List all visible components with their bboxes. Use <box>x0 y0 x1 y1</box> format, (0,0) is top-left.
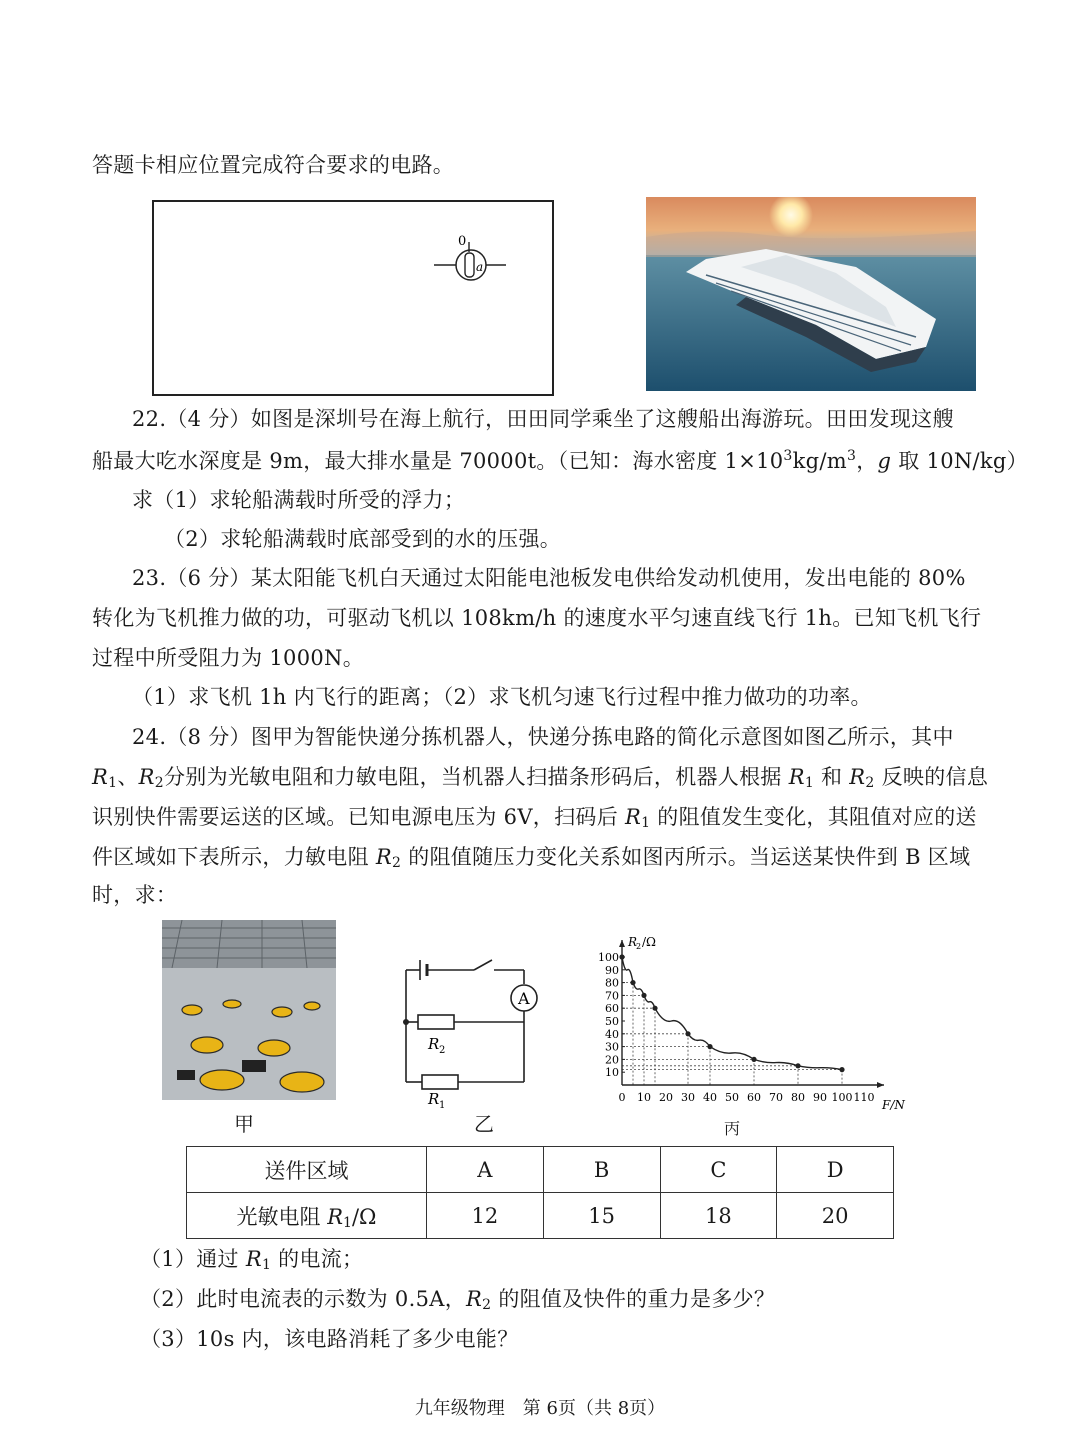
meter-symbol <box>154 202 552 394</box>
x-tick-label: 50 <box>725 1091 739 1104</box>
x-axis-label: F/N <box>882 1098 905 1112</box>
q24-sub2: （2）此时电流表的示数为 0.5A，$R_2$ 的阻值及快件的重力是多少？ <box>140 1287 776 1313</box>
q24-line1: 24.（8 分）图甲为智能快递分拣机器人，快递分拣电路的简化示意图如图乙所示，其中 <box>132 725 954 749</box>
meter-inner-label: a <box>476 260 484 274</box>
table-value-cell: 15 <box>543 1193 660 1239</box>
y-tick-label: 90 <box>605 963 619 977</box>
r2-label: R <box>428 1035 440 1053</box>
y-tick-label: 50 <box>605 1015 619 1028</box>
q24-sub3: （3）10s 内，该电路消耗了多少电能？ <box>140 1327 519 1351</box>
q24-line4: 件区域如下表所示，力敏电阻 $R_2$ 的阻值随压力变化关系如图丙所示。当运送某快件到 B 区域 <box>92 845 971 871</box>
x-tick-label: 0 <box>618 1091 626 1104</box>
y-axis-label-unit: /Ω <box>642 935 656 949</box>
x-tick-label: 10 <box>637 1091 651 1104</box>
table-value-cell: 20 <box>777 1193 894 1239</box>
table-zone-cell: B <box>543 1147 660 1193</box>
table-zone-cell: C <box>660 1147 777 1193</box>
chart-curve <box>619 954 844 1072</box>
ammeter-label: A <box>518 989 530 1008</box>
x-tick-label: 60 <box>747 1091 761 1104</box>
zone-resistance-table <box>186 1146 894 1239</box>
table-row <box>187 1193 894 1239</box>
table-row <box>187 1147 894 1193</box>
q23-line2: 转化为飞机推力做的功，可驱动飞机以 108km/h 的速度水平匀速直线飞行 1h。已知飞机飞行 <box>92 606 982 630</box>
caption-bing: 丙 <box>724 1119 741 1138</box>
cruise-ship-photo <box>646 197 976 391</box>
data-point <box>685 1031 690 1036</box>
r1-label: R <box>428 1090 440 1108</box>
q22-line1: 22.（4 分）如图是深圳号在海上航行，田田同学乘坐了这艘船出海游玩。田田发现这艘 <box>132 407 954 431</box>
r2-sub-label: 2 <box>439 1045 446 1056</box>
y-tick-label: 100 <box>598 951 619 964</box>
circuit-diagram <box>396 952 556 1112</box>
data-point <box>630 980 635 985</box>
data-point <box>641 993 646 998</box>
y-tick-label: 20 <box>605 1053 619 1067</box>
x-axis-arrow <box>877 1082 884 1088</box>
data-point <box>751 1057 756 1062</box>
data-point <box>652 1006 657 1011</box>
q23-line3: 过程中所受阻力为 1000N。 <box>92 646 364 670</box>
y-tick-label: 40 <box>605 1027 619 1041</box>
q23-line1: 23.（6 分）某太阳能飞机白天通过太阳能电池板发电供给发动机使用，发出电能的 80% <box>132 566 966 590</box>
x-tick-label: 70 <box>769 1091 783 1104</box>
table-value-cell: 12 <box>427 1193 544 1239</box>
data-point <box>839 1067 844 1072</box>
table-header-label: 送件区域 <box>187 1147 427 1193</box>
intro-text: 答题卡相应位置完成符合要求的电路。 <box>92 153 455 177</box>
x-tick-label: 20 <box>659 1091 673 1104</box>
y-tick-label: 60 <box>605 1002 619 1016</box>
y-axis-label-sub: 2 <box>636 942 642 951</box>
meter-zero-label: 0 <box>458 234 467 249</box>
caption-yi: 乙 <box>474 1112 494 1136</box>
y-tick-label: 80 <box>605 976 619 990</box>
chart-grid <box>622 957 842 1085</box>
force-resistance-chart <box>588 930 908 1120</box>
table-value-cell: 18 <box>660 1193 777 1239</box>
x-tick-label: 100 <box>831 1091 853 1104</box>
table-zone-cell: A <box>427 1147 544 1193</box>
r1-sub-label: 1 <box>439 1100 446 1111</box>
x-tick-label: 30 <box>681 1091 695 1104</box>
table-zone-cell: D <box>777 1147 894 1193</box>
q24-line2: $R_1$、$R_2$分别为光敏电阻和力敏电阻，当机器人扫描条形码后，机器人根据 $R_1$ 和 $R_2$ 反映的信息 <box>92 765 989 791</box>
q22-sub2: （2）求轮船满载时底部受到的水的压强。 <box>164 527 562 551</box>
y-tick-label: 70 <box>605 989 619 1003</box>
warehouse-robots-photo <box>162 920 336 1100</box>
circuit-answer-box[interactable] <box>152 200 554 396</box>
table-row-label: 光敏电阻 $R_1/\Omega$ <box>187 1193 427 1239</box>
y-axis-arrow <box>619 940 625 947</box>
data-point <box>707 1044 712 1049</box>
y-axis-label: R <box>628 935 638 949</box>
chart-axes <box>619 935 905 1112</box>
y-tick-label: 30 <box>605 1040 619 1054</box>
q24-sub1: （1）通过 $R_1$ 的电流； <box>140 1247 364 1273</box>
q23-sub: （1）求飞机 1h 内飞行的距离；（2）求飞机匀速飞行过程中推力做功的功率。 <box>132 685 872 709</box>
chart-ticks <box>598 951 875 1104</box>
x-tick-label: 110 <box>853 1091 875 1104</box>
x-tick-label: 40 <box>703 1091 717 1104</box>
q24-line5: 时，求： <box>92 883 178 907</box>
caption-jia: 甲 <box>234 1112 254 1136</box>
page-footer: 九年级物理 第 6页（共 8页） <box>414 1398 666 1419</box>
y-tick-label: 10 <box>605 1066 619 1080</box>
x-tick-label: 90 <box>813 1091 827 1104</box>
q22-line2: 船最大吃水深度是 9m，最大排水量是 70000t。（已知：海水密度 $1\times 10^3kg/m^3$，g 取 10N/kg） <box>92 448 1028 473</box>
q22-sub1: 求（1）求轮船满载时所受的浮力； <box>132 488 466 512</box>
q24-line3: 识别快件需要运送的区域。已知电源电压为 6V，扫码后 $R_1$ 的阻值发生变化，其阻值对应的送 <box>92 805 977 831</box>
x-tick-label: 80 <box>791 1091 805 1104</box>
data-point <box>795 1063 800 1068</box>
